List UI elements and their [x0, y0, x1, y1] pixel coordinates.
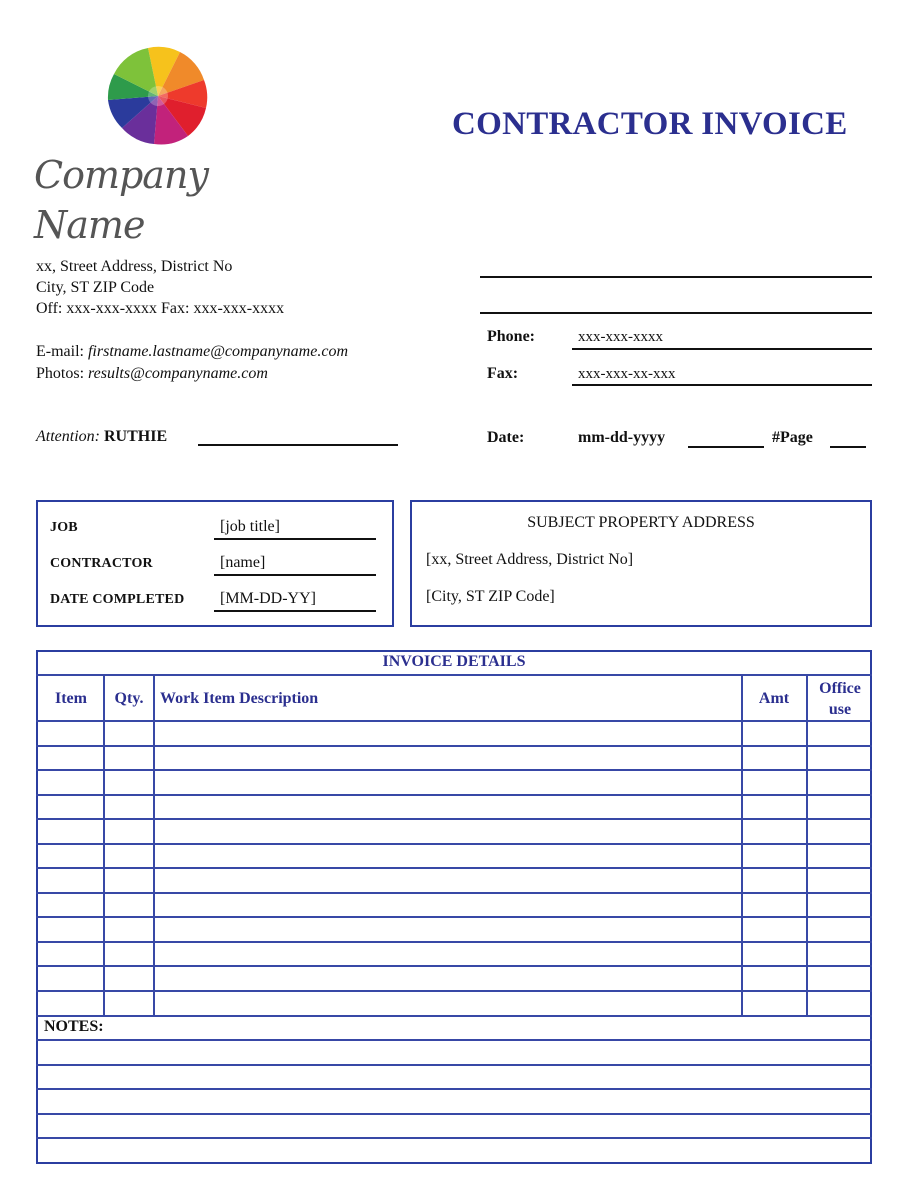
fax-value: xxx-xxx-xx-xxx: [578, 366, 676, 382]
notes-row: [36, 1039, 872, 1041]
contractor-value: [name]: [220, 554, 266, 571]
company-email: [36, 341, 348, 362]
table-row: [36, 965, 872, 967]
property-address-line2: [City, ST ZIP Code]: [426, 588, 555, 605]
date-value: mm-dd-yyyy: [578, 429, 666, 446]
notes-label: NOTES:: [44, 1018, 104, 1035]
phone-label: Phone:: [487, 328, 535, 345]
company-photos: [36, 363, 268, 384]
email-label: E-mail:: [36, 343, 84, 360]
table-row: [36, 941, 872, 943]
table-row: [36, 769, 872, 771]
date-completed-label: DATE COMPLETED: [50, 592, 185, 607]
office-use-line2: use: [828, 701, 852, 718]
col-header-qty: Qty.: [114, 690, 144, 707]
property-address-line1: [xx, Street Address, District No]: [426, 551, 634, 568]
fax-line[interactable]: [572, 384, 872, 386]
contractor-line[interactable]: [214, 574, 376, 576]
company-address-line2: City, ST ZIP Code: [36, 279, 155, 296]
notes-row: [36, 1088, 872, 1090]
invoice-details-title: INVOICE DETAILS: [382, 653, 526, 670]
company-name-script: Company Name: [34, 153, 208, 247]
office-use-line1: Office: [819, 680, 861, 697]
col-header-description: Work Item Description: [160, 690, 319, 707]
photos-label: Photos:: [36, 365, 85, 382]
phone-line[interactable]: [572, 348, 872, 350]
table-row: [36, 892, 872, 894]
contractor-label: CONTRACTOR: [50, 556, 153, 571]
notes-row: [36, 1113, 872, 1115]
attention-line[interactable]: [198, 444, 398, 446]
blank-line-1[interactable]: [480, 276, 872, 278]
job-value: [job title]: [220, 518, 280, 535]
table-row: [36, 867, 872, 869]
job-box: [36, 500, 394, 627]
table-row: [36, 843, 872, 845]
blank-line-2[interactable]: [480, 312, 872, 314]
job-label: JOB: [50, 520, 78, 535]
invoice-details-table: [36, 650, 872, 1164]
property-address-title: SUBJECT PROPERTY ADDRESS: [527, 514, 755, 531]
page-label: #Page: [772, 429, 813, 446]
col-header-amt: Amt: [758, 690, 790, 707]
attention-row: [36, 428, 167, 446]
invoice-title: CONTRACTOR INVOICE: [452, 106, 848, 142]
photos-value: results@companyname.com: [88, 365, 268, 382]
table-row: [36, 990, 872, 992]
notes-row: [36, 1064, 872, 1066]
notes-row: [36, 1137, 872, 1139]
fax-label: Fax:: [487, 365, 519, 382]
date-line[interactable]: [688, 446, 764, 448]
col-header-item: Item: [55, 690, 87, 707]
property-address-box: [410, 500, 872, 627]
attention-label: Attention:: [36, 428, 100, 445]
job-line[interactable]: [214, 538, 376, 540]
company-logo-icon: [102, 44, 214, 148]
attention-value: RUTHIE: [103, 428, 168, 445]
company-office-fax: Off: xxx-xxx-xxxx Fax: xxx-xxx-xxxx: [36, 300, 285, 317]
company-address-line1: xx, Street Address, District No: [36, 258, 233, 275]
email-value: firstname.lastname@companyname.com: [87, 343, 348, 360]
table-row: [36, 745, 872, 747]
date-completed-line[interactable]: [214, 610, 376, 612]
table-row: [36, 720, 872, 722]
phone-value: xxx-xxx-xxxx: [578, 329, 663, 345]
table-row: [36, 794, 872, 796]
col-header-office-use: [808, 678, 872, 720]
date-label: Date:: [487, 429, 525, 446]
table-row: [36, 818, 872, 820]
table-line: [36, 674, 872, 676]
company-name-logo-text: [34, 150, 294, 247]
table-row: [36, 1015, 872, 1017]
page-line[interactable]: [830, 446, 866, 448]
date-completed-value: [MM-DD-YY]: [220, 590, 316, 607]
table-row: [36, 916, 872, 918]
